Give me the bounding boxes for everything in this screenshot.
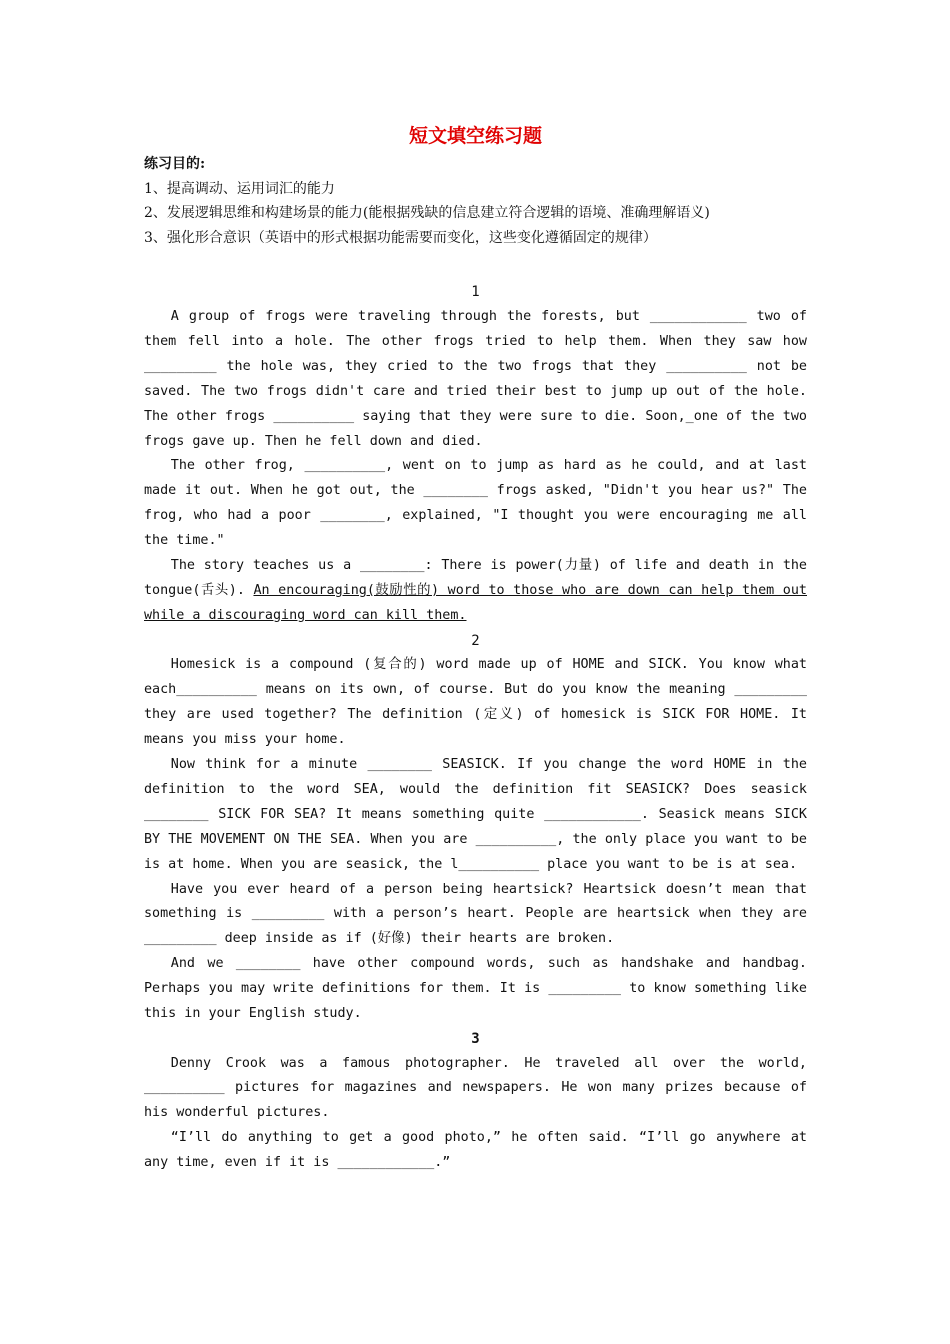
passage-2 bbox=[144, 629, 807, 1027]
passage-paragraph: “I’ll do anything to get a good photo,” he often said. “I’ll go anywhere at any time, even if it is ____________.” bbox=[144, 1130, 807, 1171]
passage-paragraph: Denny Crook was a famous photographer. He traveled all over the world, __________ pictures for magazines and newspapers. He won many prizes because of his wonderful pictures. bbox=[144, 1055, 807, 1121]
passage-paragraph: Homesick is a compound (复合的) word made up of HOME and SICK. You know what each__________ means on its own, of course. But do you know the meaning _________ they are used together? The definition (定义) of homesick is SICK FOR HOME. It means you miss your home. bbox=[144, 657, 807, 748]
passage-number: 3 bbox=[471, 1030, 480, 1047]
section-spacer bbox=[144, 250, 807, 280]
passage-number: 2 bbox=[471, 632, 480, 649]
purpose-item-1: 1、提高调动、运用词汇的能力 bbox=[144, 180, 335, 197]
purpose-heading: 练习目的: bbox=[144, 156, 206, 172]
paragraph-text: The story teaches us a ________: There is power(力量) of life and death in the tongue(舌头). bbox=[144, 558, 807, 598]
passage-paragraph: The other frog, __________, went on to jump as hard as he could, and at last made it out. When he got out, the ________ frogs asked, "Didn't you hear us?" The frog, who had a poor ________, explained, "I thought you were encouraging me all the time." bbox=[144, 458, 807, 549]
passage-1 bbox=[144, 280, 807, 628]
purpose-item-3: 3、强化形合意识（英语中的形式根据功能需要而变化，这些变化遵循固定的规律） bbox=[144, 229, 657, 246]
purpose-item-2: 2、发展逻辑思维和构建场景的能力(能根据残缺的信息建立符合逻辑的语境、准确理解语义) bbox=[144, 205, 710, 222]
passage-number: 1 bbox=[471, 284, 480, 301]
passage-paragraph: And we ________ have other compound words, such as handshake and handbag. Perhaps you may write definitions for them. It is _________ to know something like this in your English study. bbox=[144, 956, 807, 1022]
passage-paragraph: A group of frogs were traveling through the forests, but ____________ two of them fell into a hole. The other frogs tried to help them. When they saw how _________ the hole was, they cried to the two frogs that they __________ not be saved. The two frogs didn't care and tried their best to jump up out of the hole. The other frogs __________ saying that they were sure to die. Soon,_one of the two frogs gave up. Then he fell down and died. bbox=[144, 308, 807, 449]
document-page bbox=[144, 120, 807, 1176]
passage-3 bbox=[144, 1027, 807, 1176]
passage-paragraph: Now think for a minute ________ SEASICK. If you change the word HOME in the definition to the word SEA, would the definition fit SEASICK? Does seasick ________ SICK FOR SEA? It means something quite ____________. Seasick means SICK BY THE MOVEMENT ON THE SEA. When you are __________, the only place you want to be is at home. When you are seasick, the l__________ place you want to be is at sea. bbox=[144, 756, 807, 872]
passage-paragraph bbox=[144, 554, 807, 629]
passage-paragraph: Have you ever heard of a person being heartsick? Heartsick doesn’t mean that something is _________ with a person’s heart. People are heartsick when they are _________ deep inside as if (好像) their hearts are broken. bbox=[144, 881, 807, 947]
underlined-moral: An encouraging(鼓励性的) word to those who are down can help them out while a discouraging word can kill them. bbox=[144, 582, 807, 623]
page-title: 短文填空练习题 bbox=[408, 125, 542, 147]
